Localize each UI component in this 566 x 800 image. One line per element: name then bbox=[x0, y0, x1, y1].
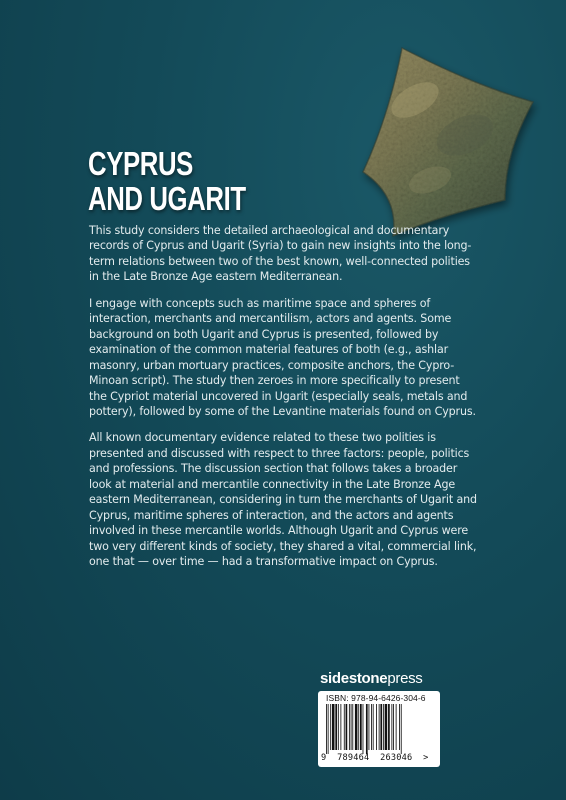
blurb-paragraph: This study considers the detailed archaeological and documentary records of Cyprus and Ugarit (Syria) to gain new insights into the long-term relations between two of the best known, well-connected polities in the Late Bronze Age eastern Mediterranean. bbox=[89, 224, 472, 284]
barcode-bar bbox=[328, 704, 329, 754]
barcode-bar bbox=[388, 704, 390, 750]
barcode-bar bbox=[355, 704, 358, 750]
barcode-bar bbox=[360, 704, 362, 750]
barcode-bar bbox=[391, 704, 392, 750]
barcode-bar bbox=[399, 704, 400, 750]
barcode-bar bbox=[349, 704, 350, 750]
barcode-bar bbox=[338, 704, 339, 750]
publisher-name-light: press bbox=[387, 670, 423, 687]
barcode-bar bbox=[385, 704, 388, 750]
barcode-bar bbox=[371, 704, 372, 750]
barcode-bar bbox=[383, 704, 384, 750]
barcode-bar bbox=[373, 704, 374, 750]
barcode-bar bbox=[335, 704, 337, 750]
barcode-box bbox=[318, 691, 440, 767]
barcode-bar bbox=[379, 704, 380, 750]
blurb-paragraph: I engage with concepts such as maritime space and spheres of interaction, merchants and mercantilism, actors and agents. Some background on both Ugarit and Cyprus is presented, followed by examination of the common material features of both (e.g., ashlar masonry, urban mortuary practices, composite anchors, the Cypro-Minoan script). The study then zeroes in more specifically to present the Cypriot material uncovered in Ugarit (especially seals, metals and pottery), followed by some of the Levantine materials found on Cyprus. bbox=[89, 296, 476, 418]
barcode-bar bbox=[330, 704, 331, 750]
barcode-icon bbox=[324, 704, 434, 754]
barcode-bar bbox=[376, 704, 377, 750]
isbn-label: ISBN: 978-94-6426-304-6 bbox=[326, 693, 426, 703]
book-title bbox=[88, 146, 246, 216]
barcode-digits: 9 789464 263046 > bbox=[321, 753, 429, 763]
barcode-bar bbox=[326, 704, 327, 754]
barcode-bar bbox=[332, 704, 335, 750]
barcode-bar bbox=[358, 704, 359, 750]
barcode-bar bbox=[369, 704, 370, 750]
publisher-name-bold: sidestone bbox=[320, 670, 388, 687]
barcode-bar bbox=[366, 704, 368, 754]
barcode-bar bbox=[401, 704, 402, 754]
publisher-logo bbox=[320, 670, 423, 687]
barcode-bar bbox=[351, 704, 352, 750]
title-line-2: AND UGARIT bbox=[88, 180, 246, 217]
title-line-1: CYPRUS bbox=[88, 145, 193, 182]
barcode-bar bbox=[380, 704, 382, 750]
blurb-paragraph: All known documentary evidence related to these two polities is presented and discussed with respect to three factors: people, politics and professions. The discussion section that follows takes a broader look at material and mercantile connectivity in the Late Bronze Age eastern Mediterranean, considering in turn the merchants of Ugarit and Cyprus, maritime spheres of interaction, and the actors and agents involved in these mercantile worlds. Although Ugarit and Cyprus were two very different kinds of society, they shared a vital, commercial link, one that — over time — had a transformative impact on Cyprus. bbox=[89, 431, 477, 569]
blurb bbox=[89, 223, 479, 581]
barcode-bar bbox=[363, 704, 364, 754]
barcode-bar bbox=[344, 704, 345, 750]
oxhide-ingot-image bbox=[355, 40, 545, 240]
barcode-bar bbox=[393, 704, 394, 750]
barcode-bar bbox=[396, 704, 397, 750]
barcode-bar bbox=[340, 704, 341, 750]
barcode-bar bbox=[346, 704, 348, 750]
barcode-bar bbox=[352, 704, 353, 750]
